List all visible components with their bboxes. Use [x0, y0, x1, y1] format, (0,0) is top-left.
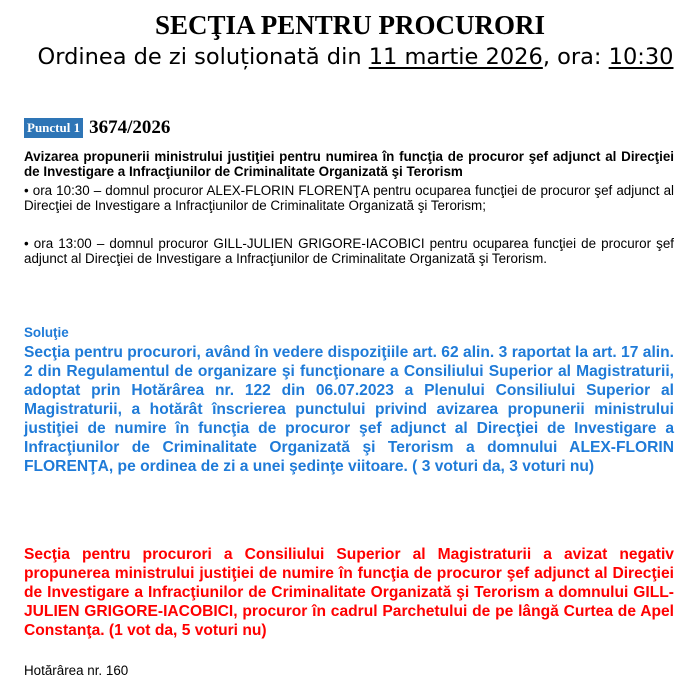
solution-label: Soluţie — [24, 325, 69, 340]
item-header — [24, 116, 170, 140]
subtitle-prefix: Ordinea de zi soluționată din — [37, 44, 369, 70]
agenda-date: 11 martie 2026 — [368, 44, 543, 70]
page-title: SECŢIA PENTRU PROCURORI — [154, 10, 546, 40]
subtitle-mid: , ora: — [542, 44, 609, 70]
agenda-time: 10:30 — [608, 44, 674, 70]
negative-decision-text: Secţia pentru procurori a Consiliului Superior al Magistraturii a avizat negativ propunerea ministrului justiţiei de numire în funcţia de procuror şef adjunct al Direcţiei de Investigare a Infracţiunilor de Criminalitate Organizată şi Terorism a domnului GILL-JULIEN GRIGORE-IACOBICI, procuror în cadrul Parchetului de pe lângă Curtea de Apel Constanţa. (1 vot da, 5 voturi nu) — [24, 546, 674, 639]
agenda-subtitle — [0, 40, 700, 74]
solution-text: Secţia pentru procurori, având în vedere dispoziţiile art. 62 alin. 3 raportat la art. 17 alin. 2 din Regulamentul de organizare şi funcţionare a Consiliului Superior al Magistraturii, adoptat prin Hotărârea nr. 122 din 06.07.2023 a Plenului Consiliului Superior al Magistraturii, a hotărât înscrierea punctului privind avizarea propunerii ministrului justiţiei de numire în funcţia de procuror şef adjunct al Direcţiei de Investigare a Infracţiunilor de Criminalitate Organizată şi Terorism a domnului ALEX-FLORIN FLORENŢA, pe ordinea de zi a unei şedinţe viitoare. ( 3 voturi da, 3 voturi nu) — [24, 344, 674, 475]
case-number: 3674/2026 — [89, 117, 171, 138]
schedule-entry-1: • ora 10:30 – domnul procuror ALEX-FLORIN FLORENŢA pentru ocuparea funcţiei de procuror şef adjunct al Direcţiei de Investigare a Infracţiunilor de Criminalitate Organizată şi Terorism; — [24, 183, 674, 214]
item-heading: Avizarea propunerii ministrului justiţiei pentru numirea în funcţia de procuror şef adjunct al Direcţiei de Investigare a Infracţiunilor de Criminalitate Organizată şi Terorism — [24, 149, 674, 180]
schedule-entry-2: • ora 13:00 – domnul procuror GILL-JULIEN GRIGORE-IACOBICI pentru ocuparea funcţiei de procuror şef adjunct al Direcţiei de Investigare a Infracţiunilor de Criminalitate Organizată şi Terorism. — [24, 236, 674, 267]
item-badge: Punctul 1 — [24, 118, 83, 138]
decision-number: Hotărârea nr. 160 — [24, 663, 129, 678]
